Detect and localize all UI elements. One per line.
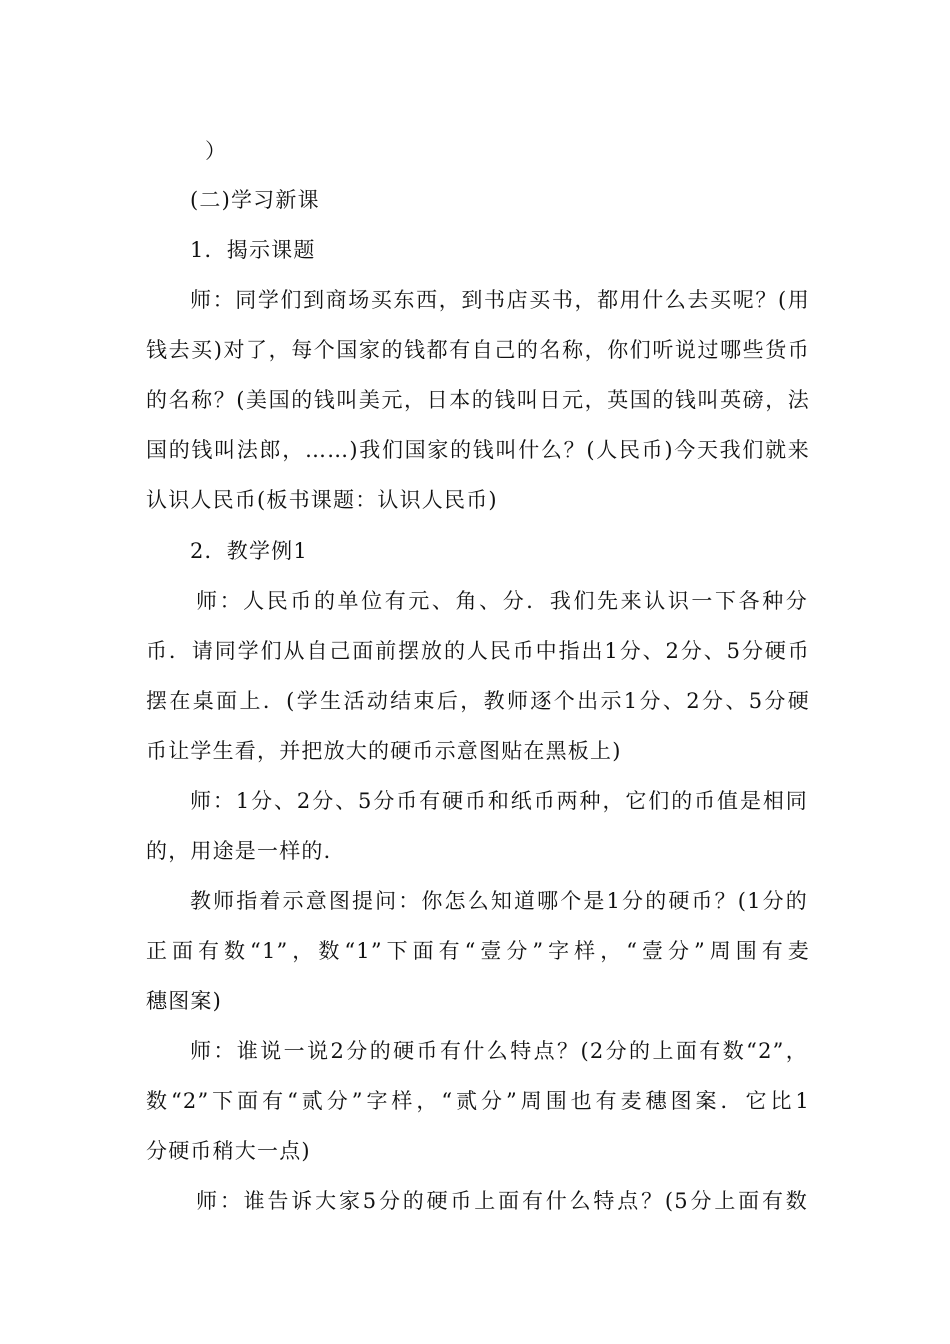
paragraph-line: 币．请同学们从自己面前摆放的人民币中指出1分、2分、5分硬币 (146, 639, 810, 663)
closing-paren: ） (205, 139, 228, 163)
paragraph-line: 币让学生看，并把放大的硬币示意图贴在黑板上) (146, 739, 622, 763)
paragraph-line: 师：谁说一说2分的硬币有什么特点？(2分的上面有数“2”， (190, 1039, 808, 1063)
paragraph-line: 的，用途是一样的． (146, 839, 346, 863)
paragraph-line: 数“2”下面有“贰分”字样，“贰分”周围也有麦穗图案．它比1 (146, 1089, 810, 1113)
paragraph-line: 的名称？(美国的钱叫美元，日本的钱叫日元，英国的钱叫英磅，法 (146, 388, 810, 412)
paragraph-line: 师：1分、2分、5分币有硬币和纸币两种，它们的币值是相同 (190, 789, 808, 813)
paragraph-line: 穗图案) (146, 989, 222, 1013)
paragraph-line: 正面有数“1”，数“1”下面有“壹分”字样，“壹分”周围有麦 (146, 939, 810, 963)
paragraph-line: 师：人民币的单位有元、角、分．我们先来认识一下各种分 (196, 589, 808, 613)
subsection-heading: 1．揭示课题 (190, 238, 316, 262)
paragraph-line: 师：谁告诉大家5分的硬币上面有什么特点？(5分上面有数 (196, 1189, 808, 1213)
paragraph-line: 钱去买)对了，每个国家的钱都有自己的名称，你们听说过哪些货币 (146, 338, 810, 362)
section-heading: (二)学习新课 (190, 188, 320, 212)
paragraph-line: 分硬币稍大一点) (146, 1139, 311, 1163)
paragraph-line: 教师指着示意图提问：你怎么知道哪个是1分的硬币？(1分的 (190, 889, 808, 913)
paragraph-line: 师：同学们到商场买东西，到书店买书，都用什么去买呢？(用 (190, 288, 810, 312)
paragraph-line: 认识人民币(板书课题：认识人民币) (146, 488, 498, 512)
paragraph-line: 国的钱叫法郎，……)我们国家的钱叫什么？(人民币)今天我们就来 (146, 438, 810, 462)
subsection-heading: 2．教学例1 (190, 539, 308, 563)
paragraph-line: 摆在桌面上．(学生活动结束后，教师逐个出示1分、2分、5分硬 (146, 689, 810, 713)
